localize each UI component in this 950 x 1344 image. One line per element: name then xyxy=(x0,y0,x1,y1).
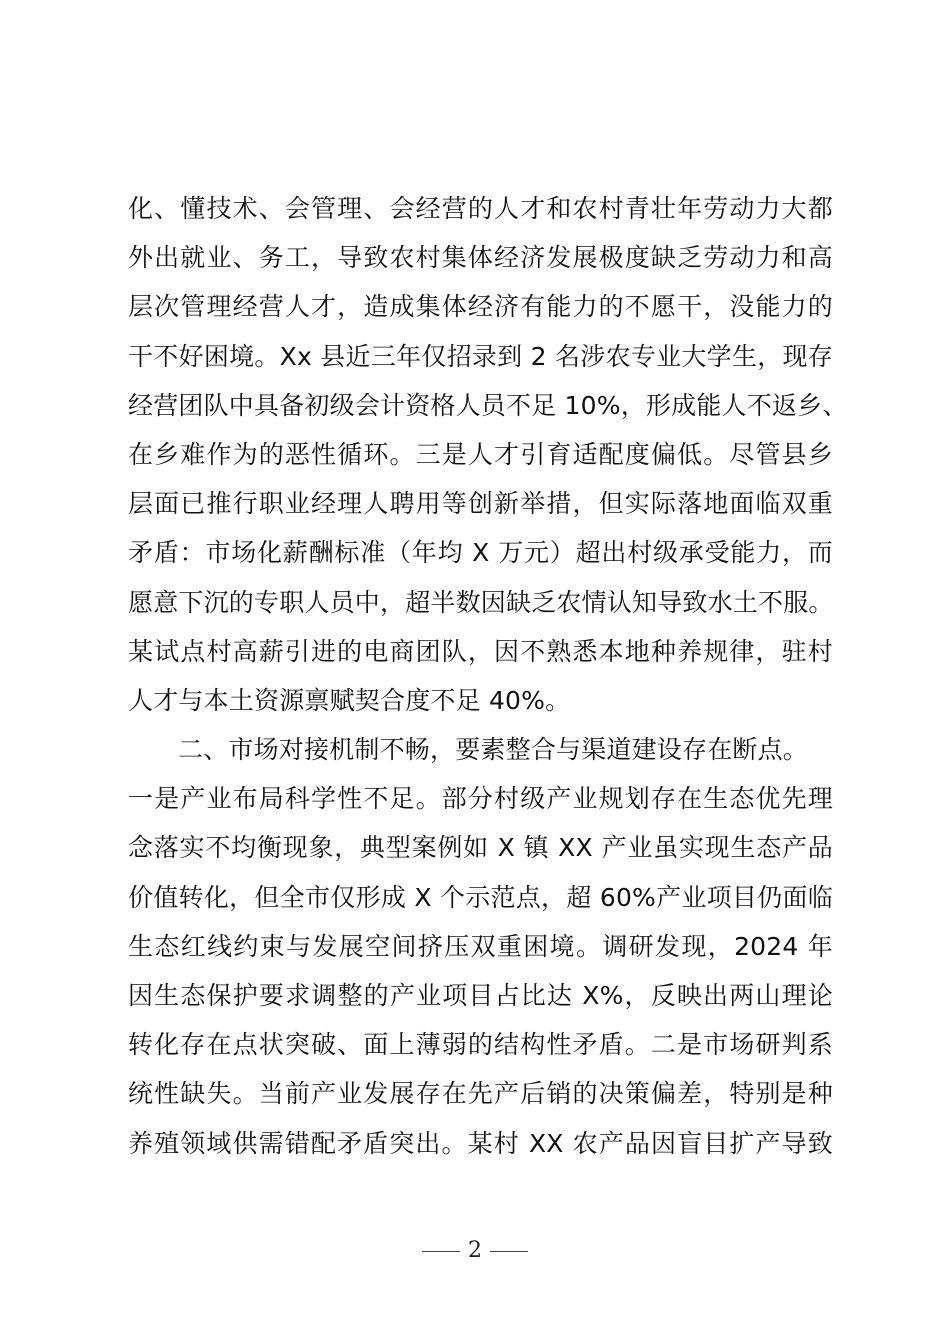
dash-left xyxy=(422,1251,460,1252)
text-line: 在乡难作为的恶性循环。三是人才引育适配度偏低。尽管县乡 xyxy=(128,439,833,469)
body-text xyxy=(128,184,848,1168)
text-line: 生态红线约束与发展空间挤压双重困境。调研发现，2024 年 xyxy=(128,931,833,961)
section-heading: 二、市场对接机制不畅，要素整合与渠道建设存在断点。 xyxy=(178,735,809,765)
text-line: 转化存在点状突破、面上薄弱的结构性矛盾。二是市场研判系 xyxy=(128,1030,833,1060)
text-line: 因生态保护要求调整的产业项目占比达 X%，反映出两山理论 xyxy=(128,981,833,1010)
text-line: 外出就业、务工，导致农村集体经济发展极度缺乏劳动力和高 xyxy=(128,243,833,273)
dash-right xyxy=(490,1251,528,1252)
text-line: 愿意下沉的专职人员中，超半数因缺乏农情认知导致水土不服。 xyxy=(128,587,834,617)
text-line: 养殖领域供需错配矛盾突出。某村 XX 农产品因盲目扩产导致 xyxy=(128,1128,833,1158)
text-line: 层面已推行职业经理人聘用等创新举措，但实际落地面临双重 xyxy=(128,489,833,519)
text-line: 某试点村高薪引进的电商团队，因不熟悉本地种养规律，驻村 xyxy=(128,636,833,666)
text-line: 层次管理经营人才，造成集体经济有能力的不愿干，没能力的 xyxy=(128,292,833,322)
text-line: 念落实不均衡现象，典型案例如 X 镇 XX 产业虽实现生态产品 xyxy=(128,833,833,863)
text-line: 化、懂技术、会管理、会经营的人才和农村青壮年劳动力大都 xyxy=(128,194,833,223)
text-line: 人才与本土资源禀赋契合度不足 40%。 xyxy=(128,685,571,715)
text-line: 价值转化，但全市仅形成 X 个示范点，超 60%产业项目仍面临 xyxy=(128,882,833,912)
text-line: 矛盾：市场化薪酬标准（年均 X 万元）超出村级承受能力，而 xyxy=(128,538,833,568)
text-line: 干不好困境。Xx 县近三年仅招录到 2 名涉农专业大学生，现存 xyxy=(128,341,833,371)
text-line: 一是产业布局科学性不足。部分村级产业规划存在生态优先理 xyxy=(128,784,833,814)
page-number: 2 xyxy=(468,1238,482,1263)
text-line: 统性缺失。当前产业发展存在先产后销的决策偏差，特别是种 xyxy=(128,1079,833,1109)
text-line: 经营团队中具备初级会计资格人员不足 10%，形成能人不返乡、 xyxy=(128,390,848,420)
page-footer xyxy=(0,1236,950,1266)
